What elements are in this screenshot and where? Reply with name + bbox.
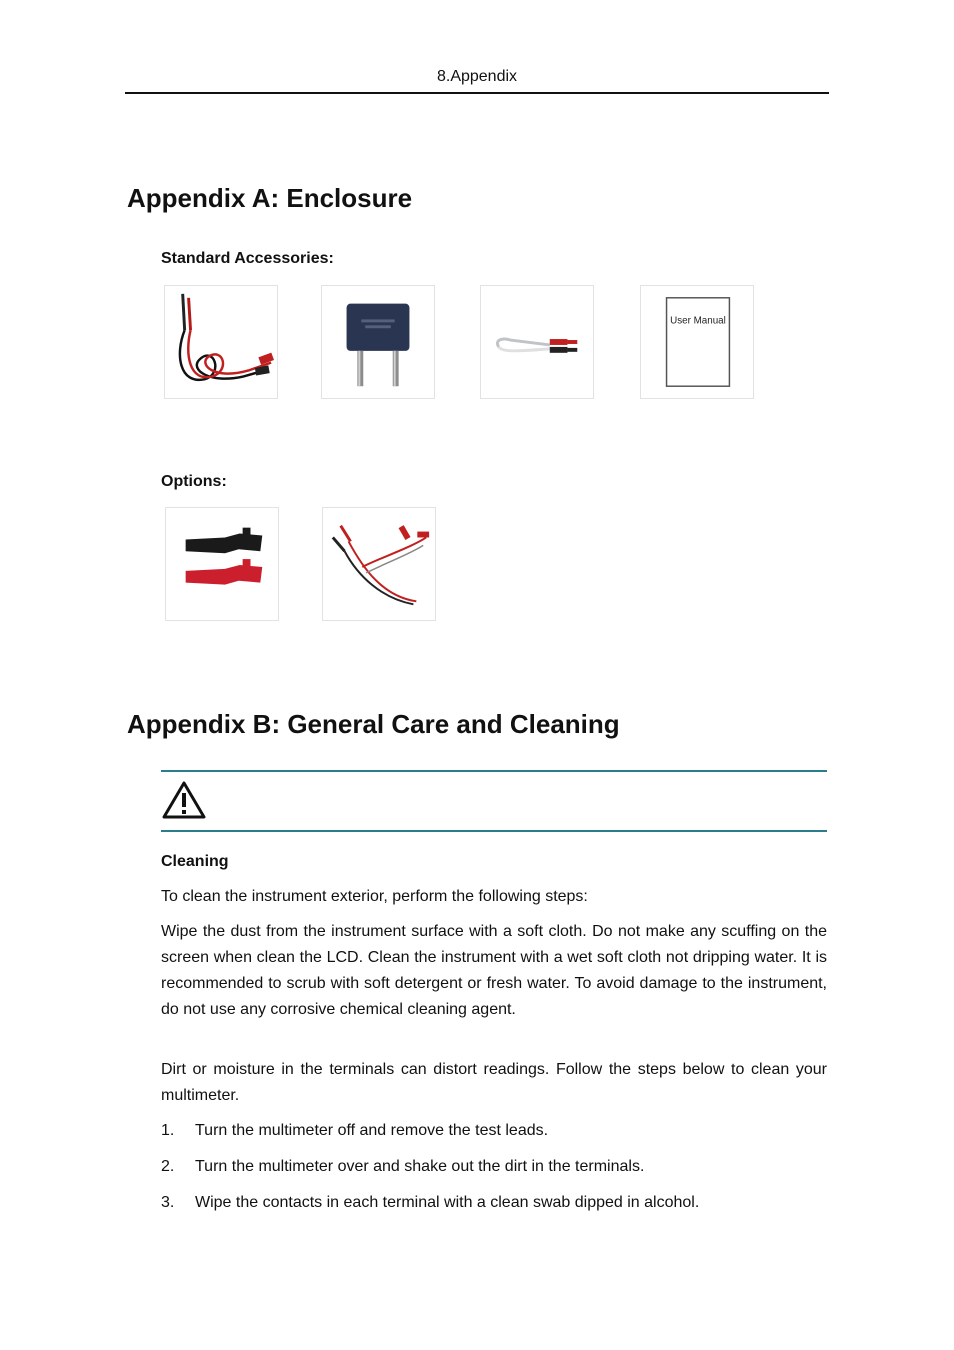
- list-number: 1.: [161, 1122, 175, 1139]
- list-item: [161, 1154, 827, 1180]
- list-item: [161, 1118, 827, 1144]
- running-header: 8.Appendix: [125, 68, 829, 94]
- standard-accessories-label: Standard Accessories:: [161, 250, 334, 267]
- list-number: 2.: [161, 1158, 175, 1175]
- test-leads-image: [164, 285, 278, 399]
- warning-box: [161, 770, 827, 832]
- list-text: Turn the multimeter over and shake out the dirt in the terminals.: [195, 1158, 645, 1175]
- alligator-clips-image: [165, 507, 279, 621]
- user-manual-caption: User Manual: [670, 315, 726, 327]
- cleaning-intro: To clean the instrument exterior, perform the following steps:: [161, 888, 588, 905]
- list-number: 3.: [161, 1194, 175, 1211]
- list-item: [161, 1190, 827, 1216]
- appendix-b-title: Appendix B: General Care and Cleaning: [127, 709, 620, 739]
- cleaning-heading: Cleaning: [161, 853, 229, 870]
- appendix-a-title: Appendix A: Enclosure: [127, 183, 413, 213]
- cleaning-paragraph-2: Dirt or moisture in the terminals can distort readings. Follow the steps below to clean your multimeter.: [161, 1061, 827, 1104]
- thermocouple-probe-image: [480, 285, 594, 399]
- list-text: Turn the multimeter off and remove the test leads.: [195, 1122, 549, 1139]
- user-manual-image: [640, 285, 754, 399]
- cleaning-paragraph-1: Wipe the dust from the instrument surface with a soft cloth. Do not make any scuffing on the screen when clean the LCD. Clean the instrument with a wet soft cloth not dripping water. It is recommended to scrub with soft detergent or fresh water. To avoid damage to the instrument, do not use any corrosive chemical cleaning agent.: [161, 923, 827, 1018]
- options-label: Options:: [161, 473, 227, 490]
- extended-test-leads-image: [322, 507, 436, 621]
- warning-triangle-icon: [161, 780, 207, 820]
- list-text: Wipe the contacts in each terminal with a clean swab dipped in alcohol.: [195, 1194, 700, 1211]
- adapter-socket-image: [321, 285, 435, 399]
